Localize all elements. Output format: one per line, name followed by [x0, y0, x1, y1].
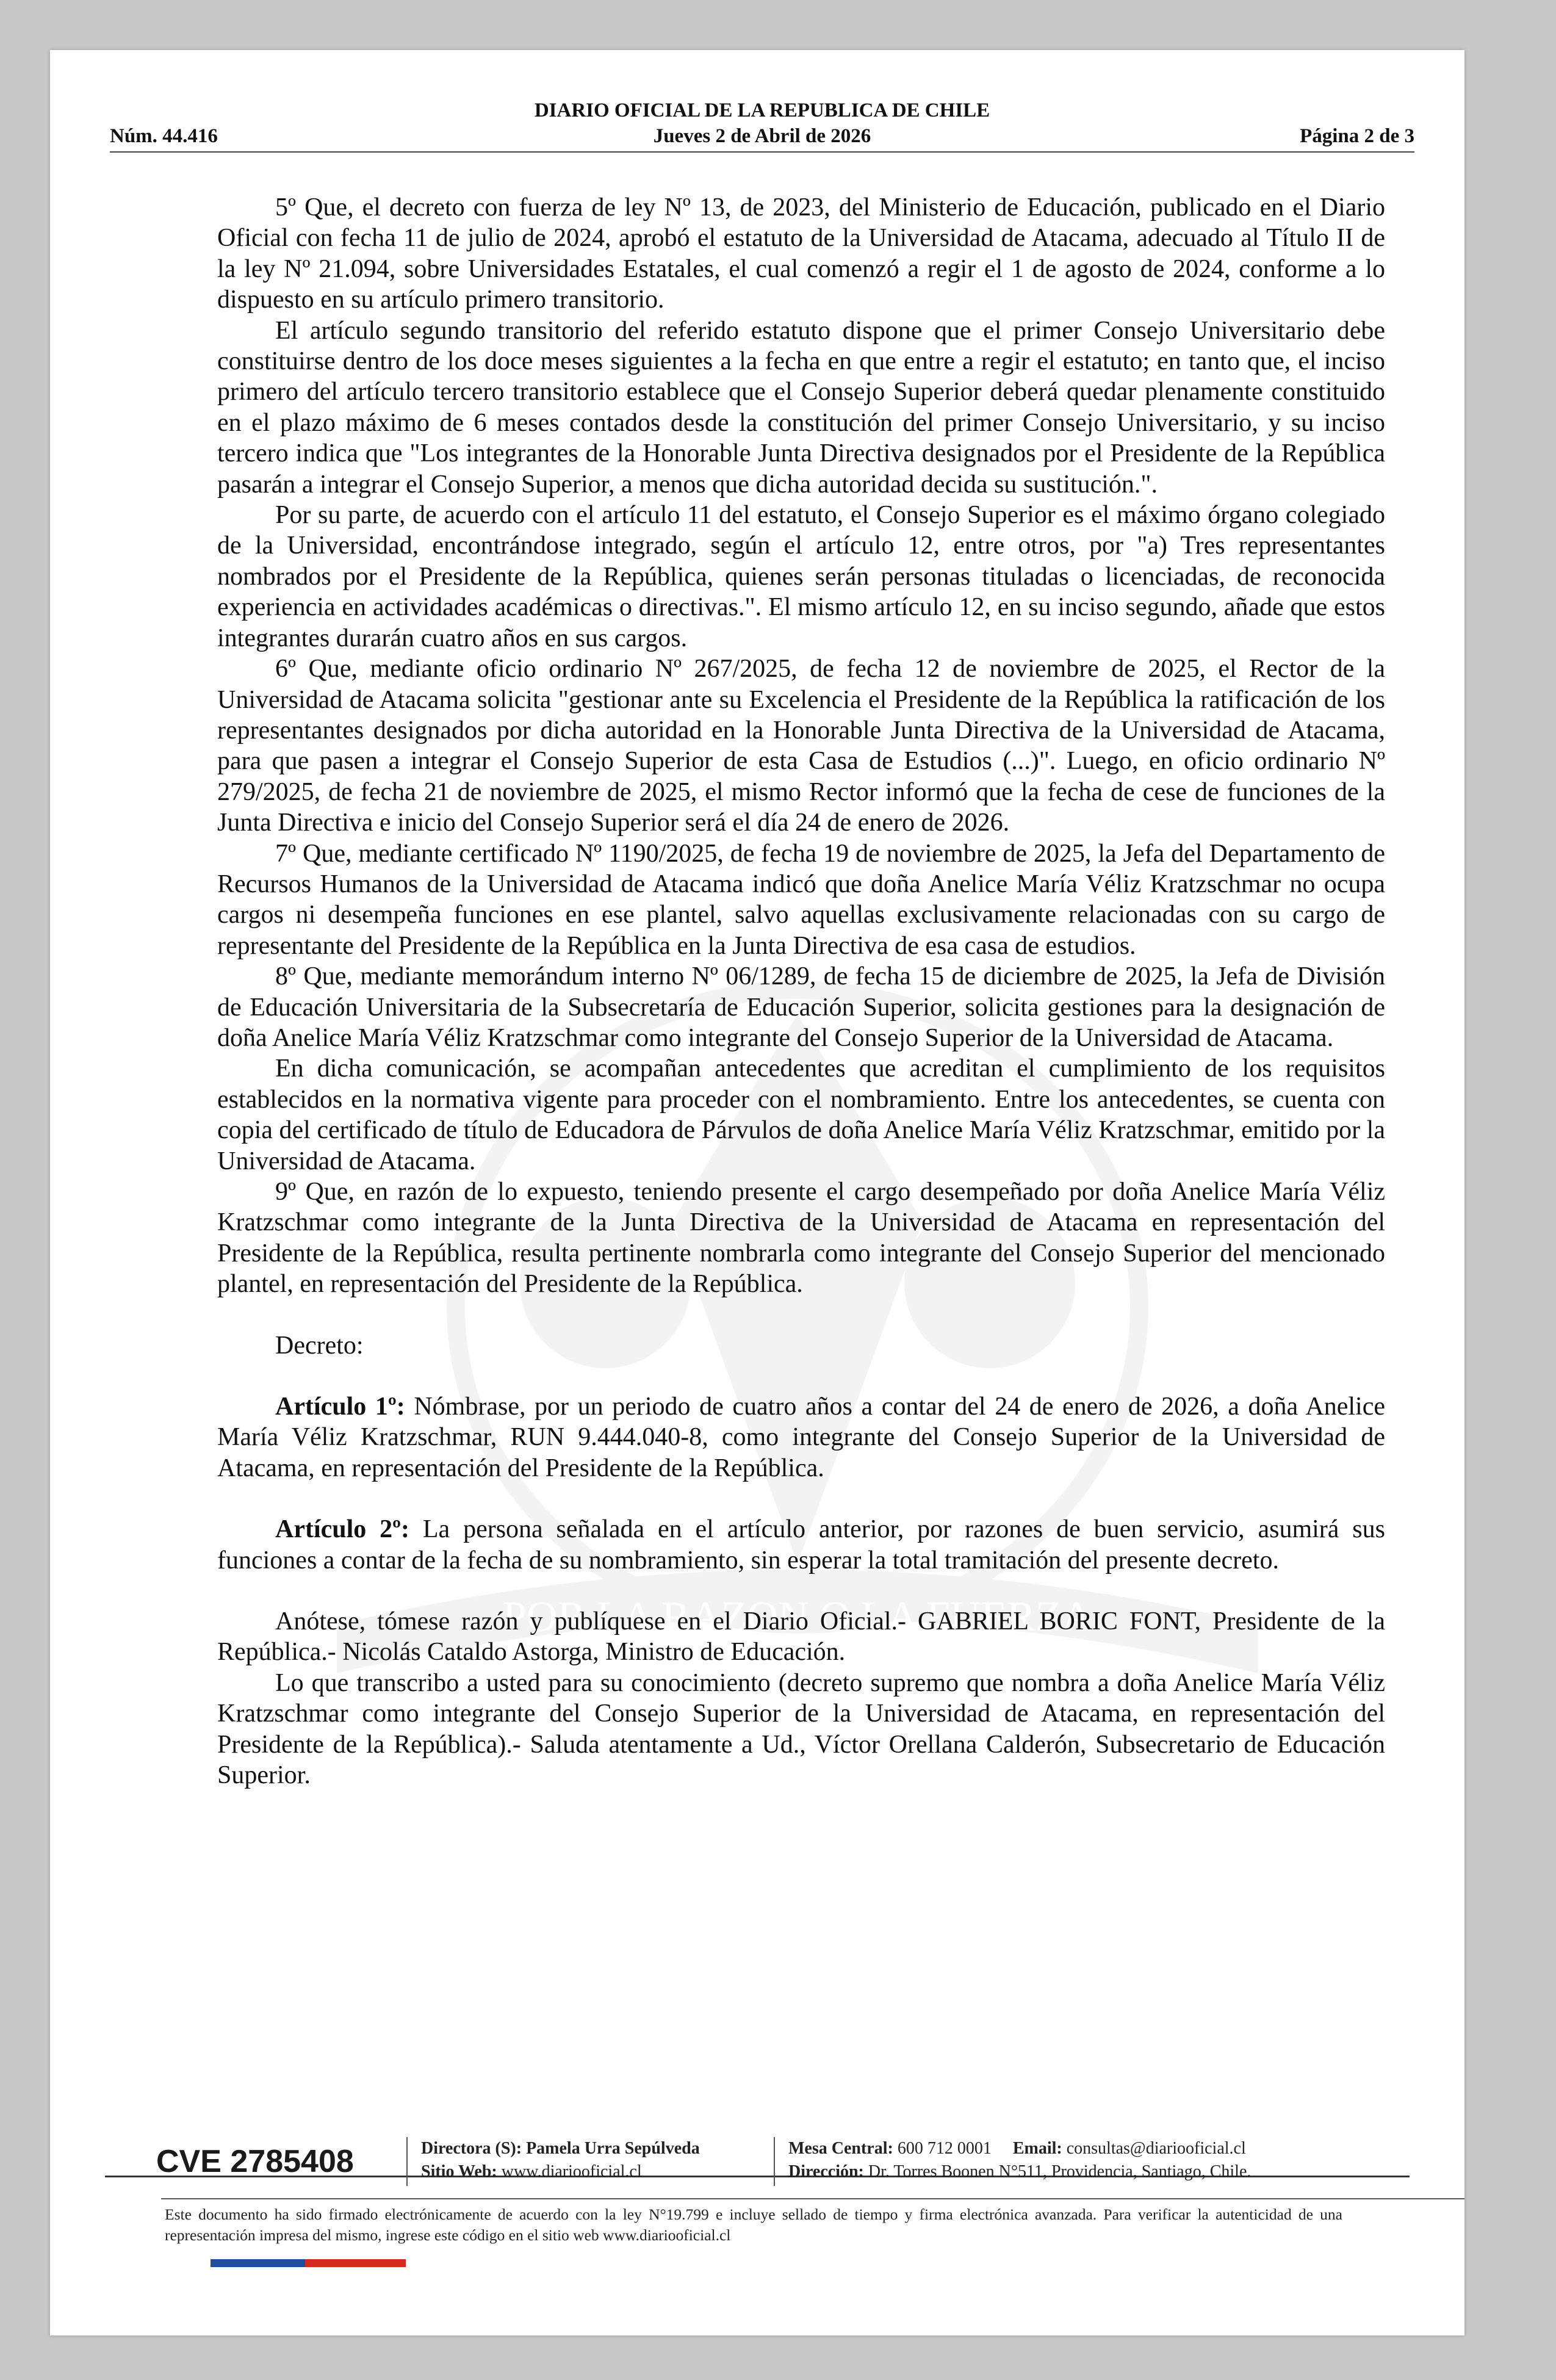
articulo-1	[217, 1391, 1385, 1484]
paragraph-considerando-7: 7º Que, mediante certificado Nº 1190/2025, de fecha 19 de noviembre de 2025, la Jefa del Departamento de Recursos Humanos de la Universidad de Atacama indicó que doña Anelice María Véliz Kratzschmar no ocupa cargos ni desempeña funciones en ese plantel, salvo aquellas exclusivamente relacionadas con su cargo de representante del Presidente de la República en la Junta Directiva de esa casa de estudios.	[217, 839, 1385, 960]
footer-separator	[774, 2137, 775, 2186]
paragraph-comunicacion: En dicha comunicación, se acompañan antecedentes que acreditan el cumplimiento de los requisitos establecidos en la normativa vigente para proceder con el nombramiento. Entre los antecedentes, se cuenta con copia del certificado de título de Educadora de Párvulos de doña Anelice María Véliz Kratzschmar, emitido por la Universidad de Atacama.	[217, 1055, 1385, 1175]
cve-code: CVE 2785408	[156, 2144, 354, 2179]
page-header	[110, 98, 1414, 149]
issue-number: Núm. 44.416	[110, 125, 218, 147]
paragraph-estatuto-transitorio: El artículo segundo transitorio del referido estatuto dispone que el primer Consejo Universitario debe constituirse dentro de los doce meses siguientes a la fecha en que entre a regir el estatuto; en tanto que, el inciso primero del artículo tercero transitorio establece que el Consejo Superior deberá quedar plenamente constituido en el plazo máximo de 6 meses contados desde la constitución del primer Consejo Universitario, y su inciso tercero indica que "Los integrantes de la Honorable Junta Directiva designados por el Presidente de la República pasarán a integrar el Consejo Superior, a menos que dicha autoridad decida su sustitución.".	[217, 316, 1385, 499]
articulo-1-label: Artículo 1º:	[275, 1393, 405, 1421]
paragraph-considerando-9: 9º Que, en razón de lo expuesto, teniendo presente el cargo desempeñado por doña Anelice María Véliz Kratzschmar como integrante de la Junta Directiva de la Universidad de Atacama en representación del Presidente de la República, resulta pertinente nombrarla como integrante del Consejo Superior del mencionado plantel, en representación del Presidente de la República.	[217, 1178, 1385, 1299]
closing-signatures: Anótese, tómese razón y publíquese en el Diario Oficial.- GABRIEL BORIC FONT, Presidente de la República.- Nicolás Cataldo Astorga, Ministro de Educación.	[217, 1607, 1385, 1667]
email-link[interactable]: consultas@diariooficial.cl	[1066, 2139, 1246, 2158]
publication-title: DIARIO OFICIAL DE LA REPUBLICA DE CHILE	[534, 99, 990, 121]
flag-stripe-red	[305, 2259, 406, 2267]
articulo-1-text: Nómbrase, por un periodo de cuatro años a contar del 24 de enero de 2026, a doña Anelice María Véliz Kratzschmar, RUN 9.444.040-8, como integrante del Consejo Superior de la Universidad de Atacama, en representación del Presidente de la República.	[217, 1393, 1385, 1482]
footer-inner-divider	[161, 2198, 1464, 2199]
issue-date: Jueves 2 de Abril de 2026	[653, 125, 871, 147]
director-label: Directora (S):	[421, 2139, 522, 2158]
articulo-2	[217, 1514, 1385, 1576]
phone-value: 600 712 0001	[897, 2139, 992, 2158]
page-number: Página 2 de 3	[1300, 125, 1414, 147]
document-page	[50, 50, 1464, 2335]
email-label: Email:	[1012, 2139, 1062, 2158]
header-divider	[110, 151, 1414, 153]
footer-director-info	[421, 2137, 700, 2183]
phone-label: Mesa Central:	[788, 2139, 893, 2158]
decreto-heading: Decreto:	[275, 1331, 364, 1360]
address-label: Dirección:	[788, 2162, 864, 2181]
director-name: Pamela Urra Sepúlveda	[526, 2139, 700, 2158]
paragraph-considerando-6: 6º Que, mediante oficio ordinario Nº 267/2025, de fecha 12 de noviembre de 2025, el Rector de la Universidad de Atacama solicita "gestionar ante su Excelencia el Presidente de la República la ratificación de los representantes designados por dicha autoridad en la Honorable Junta Directiva de la Universidad de Atacama, para que pasen a integrar el Consejo Superior de esta Casa de Estudios (...)". Luego, en oficio ordinario Nº 279/2025, de fecha 21 de noviembre de 2025, el mismo Rector informó que la fecha de cese de funciones de la Junta Directiva e inicio del Consejo Superior será el día 24 de enero de 2026.	[217, 655, 1385, 837]
articulo-2-text: La persona señalada en el artículo anterior, por razones de buen servicio, asumirá sus funciones a contar de la fecha de su nombramiento, sin esperar la total tramitación del presente decreto.	[217, 1515, 1385, 1574]
paragraph-articulo-11: Por su parte, de acuerdo con el artículo 11 del estatuto, el Consejo Superior es el máximo órgano colegiado de la Universidad, encontrándose integrado, según el artículo 12, entre otros, por "a) Tres representantes nombrados por el Presidente de la República, quienes serán personas tituladas o licenciadas, de reconocida experiencia en actividades académicas o directivas.". El mismo artículo 12, en su inciso segundo, añade que estos integrantes durarán cuatro años en sus cargos.	[217, 501, 1385, 652]
address-value: Dr. Torres Boonen N°511, Providencia, Santiago, Chile.	[868, 2162, 1252, 2181]
closing-transcription: Lo que transcribo a usted para su conocimiento (decreto supremo que nombra a doña Anelice María Véliz Kratzschmar como integrante del Consejo Superior de la Universidad de Atacama, en representación del Presidente de la República).- Saluda atentamente a Ud., Víctor Orellana Calderón, Subsecretario de Educación Superior.	[217, 1668, 1385, 1790]
electronic-signature-notice: Este documento ha sido firmado electrónicamente de acuerdo con la ley N°19.799 e incluye sellado de tiempo y firma electrónica avanzada. Para verificar la autenticidad de una representación impresa del mismo, ingrese este código en el sitio web www.diariooficial.cl	[165, 2205, 1342, 2244]
footer-separator	[406, 2137, 408, 2186]
footer-contact-info	[788, 2137, 1251, 2183]
paragraph-considerando-8: 8º Que, mediante memorándum interno Nº 06/1289, de fecha 15 de diciembre de 2025, la Jefa de División de Educación Universitaria de la Subsecretaría de Educación Superior, solicita gestiones para la designación de doña Anelice María Véliz Kratzschmar como integrante del Consejo Superior de la Universidad de Atacama.	[217, 962, 1385, 1052]
articulo-2-label: Artículo 2º:	[275, 1515, 410, 1544]
website-label: Sitio Web:	[421, 2162, 497, 2181]
decree-body	[217, 192, 1385, 1791]
website-link[interactable]: www.diariooficial.cl	[501, 2162, 642, 2181]
paragraph-considerando-5: 5º Que, el decreto con fuerza de ley Nº 13, de 2023, del Ministerio de Educación, publicado en el Diario Oficial con fecha 11 de julio de 2024, aprobó el estatuto de la Universidad de Atacama, adecuado al Título II de la ley Nº 21.094, sobre Universidades Estatales, el cual comenzó a regir el 1 de agosto de 2024, conforme a lo dispuesto en su artículo primero transitorio.	[217, 193, 1385, 314]
flag-stripe-blue	[211, 2259, 311, 2267]
